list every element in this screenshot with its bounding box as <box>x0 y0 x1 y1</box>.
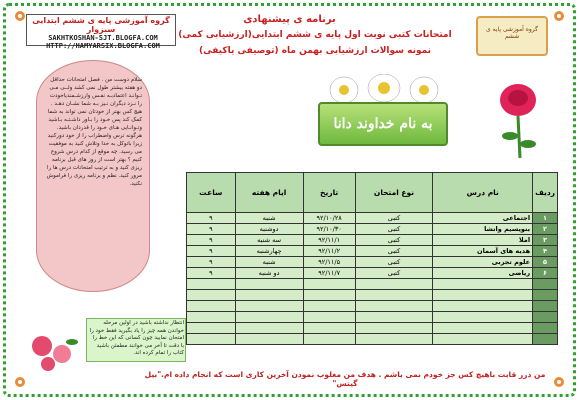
cell-type: کتبی <box>355 213 433 224</box>
cell-date <box>303 312 355 323</box>
cell-time: ۹ <box>187 268 236 279</box>
cell-num: ۶ <box>533 268 558 279</box>
cell-time: ۹ <box>187 224 236 235</box>
cell-day: دو شنبه <box>235 268 303 279</box>
cell-date <box>303 279 355 290</box>
cell-subject: اجتماعی <box>433 213 533 224</box>
cell-num <box>533 323 558 334</box>
table-row <box>187 312 558 323</box>
header-line-2: امتحانات کتبی نوبت اول پایه ی ششم ابتدایی(ارزشیابی کمی) <box>178 30 452 40</box>
cell-time: ۹ <box>187 235 236 246</box>
cell-type <box>355 312 433 323</box>
flowers-bottom-icon <box>26 330 82 374</box>
cell-type: کتبی <box>355 235 433 246</box>
cell-day <box>235 290 303 301</box>
cell-subject <box>433 323 533 334</box>
cell-day <box>235 334 303 345</box>
cell-type: کتبی <box>355 224 433 235</box>
cell-time: ۹ <box>187 257 236 268</box>
cell-subject <box>433 290 533 301</box>
cell-type <box>355 334 433 345</box>
cell-day <box>235 279 303 290</box>
cell-day: شنبه <box>235 257 303 268</box>
cell-time <box>187 301 236 312</box>
cell-date: ۹۲/۱۱/۷ <box>303 268 355 279</box>
exam-schedule-table <box>186 172 558 345</box>
col-header-date: تاریخ <box>303 173 355 213</box>
table-row <box>187 290 558 301</box>
cell-time <box>187 334 236 345</box>
cell-date <box>303 290 355 301</box>
cell-subject <box>433 334 533 345</box>
cell-date <box>303 323 355 334</box>
col-header-day: ایام هفته <box>235 173 303 213</box>
header-line-1: برنامه ی پیشنهادی <box>243 14 336 25</box>
banner-text: به نام خداوند دانا <box>333 116 433 132</box>
cell-date: ۹۲/۱۰/۲۸ <box>303 213 355 224</box>
school-url-1[interactable]: SAKHTKOSHAN-SJT.BLOGFA.COM <box>48 34 158 42</box>
cell-time: ۹ <box>187 213 236 224</box>
cell-day <box>235 301 303 312</box>
rose-icon <box>488 80 548 160</box>
cell-type <box>355 301 433 312</box>
flower-decoration-icon <box>549 372 569 392</box>
cell-subject: ریاضی <box>433 268 533 279</box>
cell-type: کتبی <box>355 268 433 279</box>
cell-date: ۹۲/۱۰/۳۰ <box>303 224 355 235</box>
flower-decoration-icon <box>10 372 30 392</box>
cell-num: ۱ <box>533 213 558 224</box>
cell-day <box>235 323 303 334</box>
cell-num: ۴ <box>533 246 558 257</box>
table-row <box>187 301 558 312</box>
cell-num <box>533 279 558 290</box>
cell-date <box>303 301 355 312</box>
cell-day: شنبه <box>235 213 303 224</box>
col-header-row: ردیف <box>533 173 558 213</box>
cell-num <box>533 334 558 345</box>
cell-type: کتبی <box>355 246 433 257</box>
cell-subject <box>433 312 533 323</box>
logo-text: گروه آموزشی پایه ی ششم <box>486 26 538 40</box>
cell-time: ۹ <box>187 246 236 257</box>
table-row <box>187 213 558 224</box>
cell-subject <box>433 279 533 290</box>
footer-quote: من درر قابت باهیچ کس جز خودم نمی باشم . هدف من مغلوب نمودن آخرین کاری است که انجام داده ام."بیل گیتس" <box>144 370 546 388</box>
cell-time <box>187 290 236 301</box>
col-header-time: ساعت <box>187 173 236 213</box>
cell-date: ۹۲/۱۱/۲ <box>303 246 355 257</box>
school-url-2[interactable]: HTTP://HAMYARSIX.BLOGFA.COM <box>46 42 160 50</box>
cell-type: کتبی <box>355 257 433 268</box>
cell-time <box>187 279 236 290</box>
cell-time <box>187 312 236 323</box>
cell-type <box>355 290 433 301</box>
cell-num: ۵ <box>533 257 558 268</box>
cell-num <box>533 290 558 301</box>
header-line-3: نمونه سوالات ارزشیابی بهمن ماه (توصیفی یاکیفی) <box>198 46 432 56</box>
cell-date <box>303 334 355 345</box>
table-row <box>187 279 558 290</box>
cell-day: سه شنبه <box>235 235 303 246</box>
cell-day <box>235 312 303 323</box>
cell-subject <box>433 301 533 312</box>
cell-day: دوشنبه <box>235 224 303 235</box>
cell-subject: هدیه های آسمان <box>433 246 533 257</box>
table-row <box>187 246 558 257</box>
note-text: انتظار نداشته باشید در اولین مرحله خواندن همه چیز را یاد بگیرید فقط خود را امتحان نمایید چون کسانی که این خط را با دقت تا آخر می خوانند مطمئن باشید کتاب را تمام کرده اند. <box>89 320 184 356</box>
table-row <box>187 323 558 334</box>
table-row <box>187 257 558 268</box>
cell-type <box>355 323 433 334</box>
col-header-type: نوع امتحان <box>355 173 433 213</box>
cell-subject: بنویسیم وانشا <box>433 224 533 235</box>
cell-subject: املا <box>433 235 533 246</box>
cell-subject: علوم تجربی <box>433 257 533 268</box>
table-row <box>187 334 558 345</box>
cell-num <box>533 312 558 323</box>
table-row <box>187 268 558 279</box>
letter-text: سلام دوست من . فصل امتحانات حداقل دو هفته بیشتر طول نمی کشد ولــی مـی تـوانـد اعتمادبـه نفـس وارزشـمندیاخودت را نـزد دیگران نـیز بـه شما نشـان دهـد . هیچ کس بهتر از خودتان نمی تواند به شما کمک کند پس خـود را بـاور داشـتـه بـاشید وتـوانـایی هـای خـود را قدردان باشید. هرگونه ترس واضطراب را از خود دورکنید زیرا باتوکل به خدا وتلاش کنید به موفقیت می رسید. چه موقع از کدام درس شروع کنیم ؟ بهتر است از روز های قبل برنامه ریزی کنید و به ترتیب امتحانات درس ها را مرور کنید. نظم و برنامه ریزی را فراموش نکنید. <box>46 77 142 187</box>
col-header-subject: نام درس <box>433 173 533 213</box>
cell-day: چهارشنبه <box>235 246 303 257</box>
table-row <box>187 224 558 235</box>
cell-num: ۳ <box>533 235 558 246</box>
cell-num <box>533 301 558 312</box>
cell-time <box>187 323 236 334</box>
title-banner <box>318 102 448 146</box>
cell-date: ۹۲/۱۱/۱ <box>303 235 355 246</box>
cell-num: ۲ <box>533 224 558 235</box>
table-row <box>187 235 558 246</box>
cell-type <box>355 279 433 290</box>
school-title: گروه آموزشی پایه ی ششم ابتدایی سبزوار <box>32 16 170 34</box>
cell-date: ۹۲/۱۱/۵ <box>303 257 355 268</box>
